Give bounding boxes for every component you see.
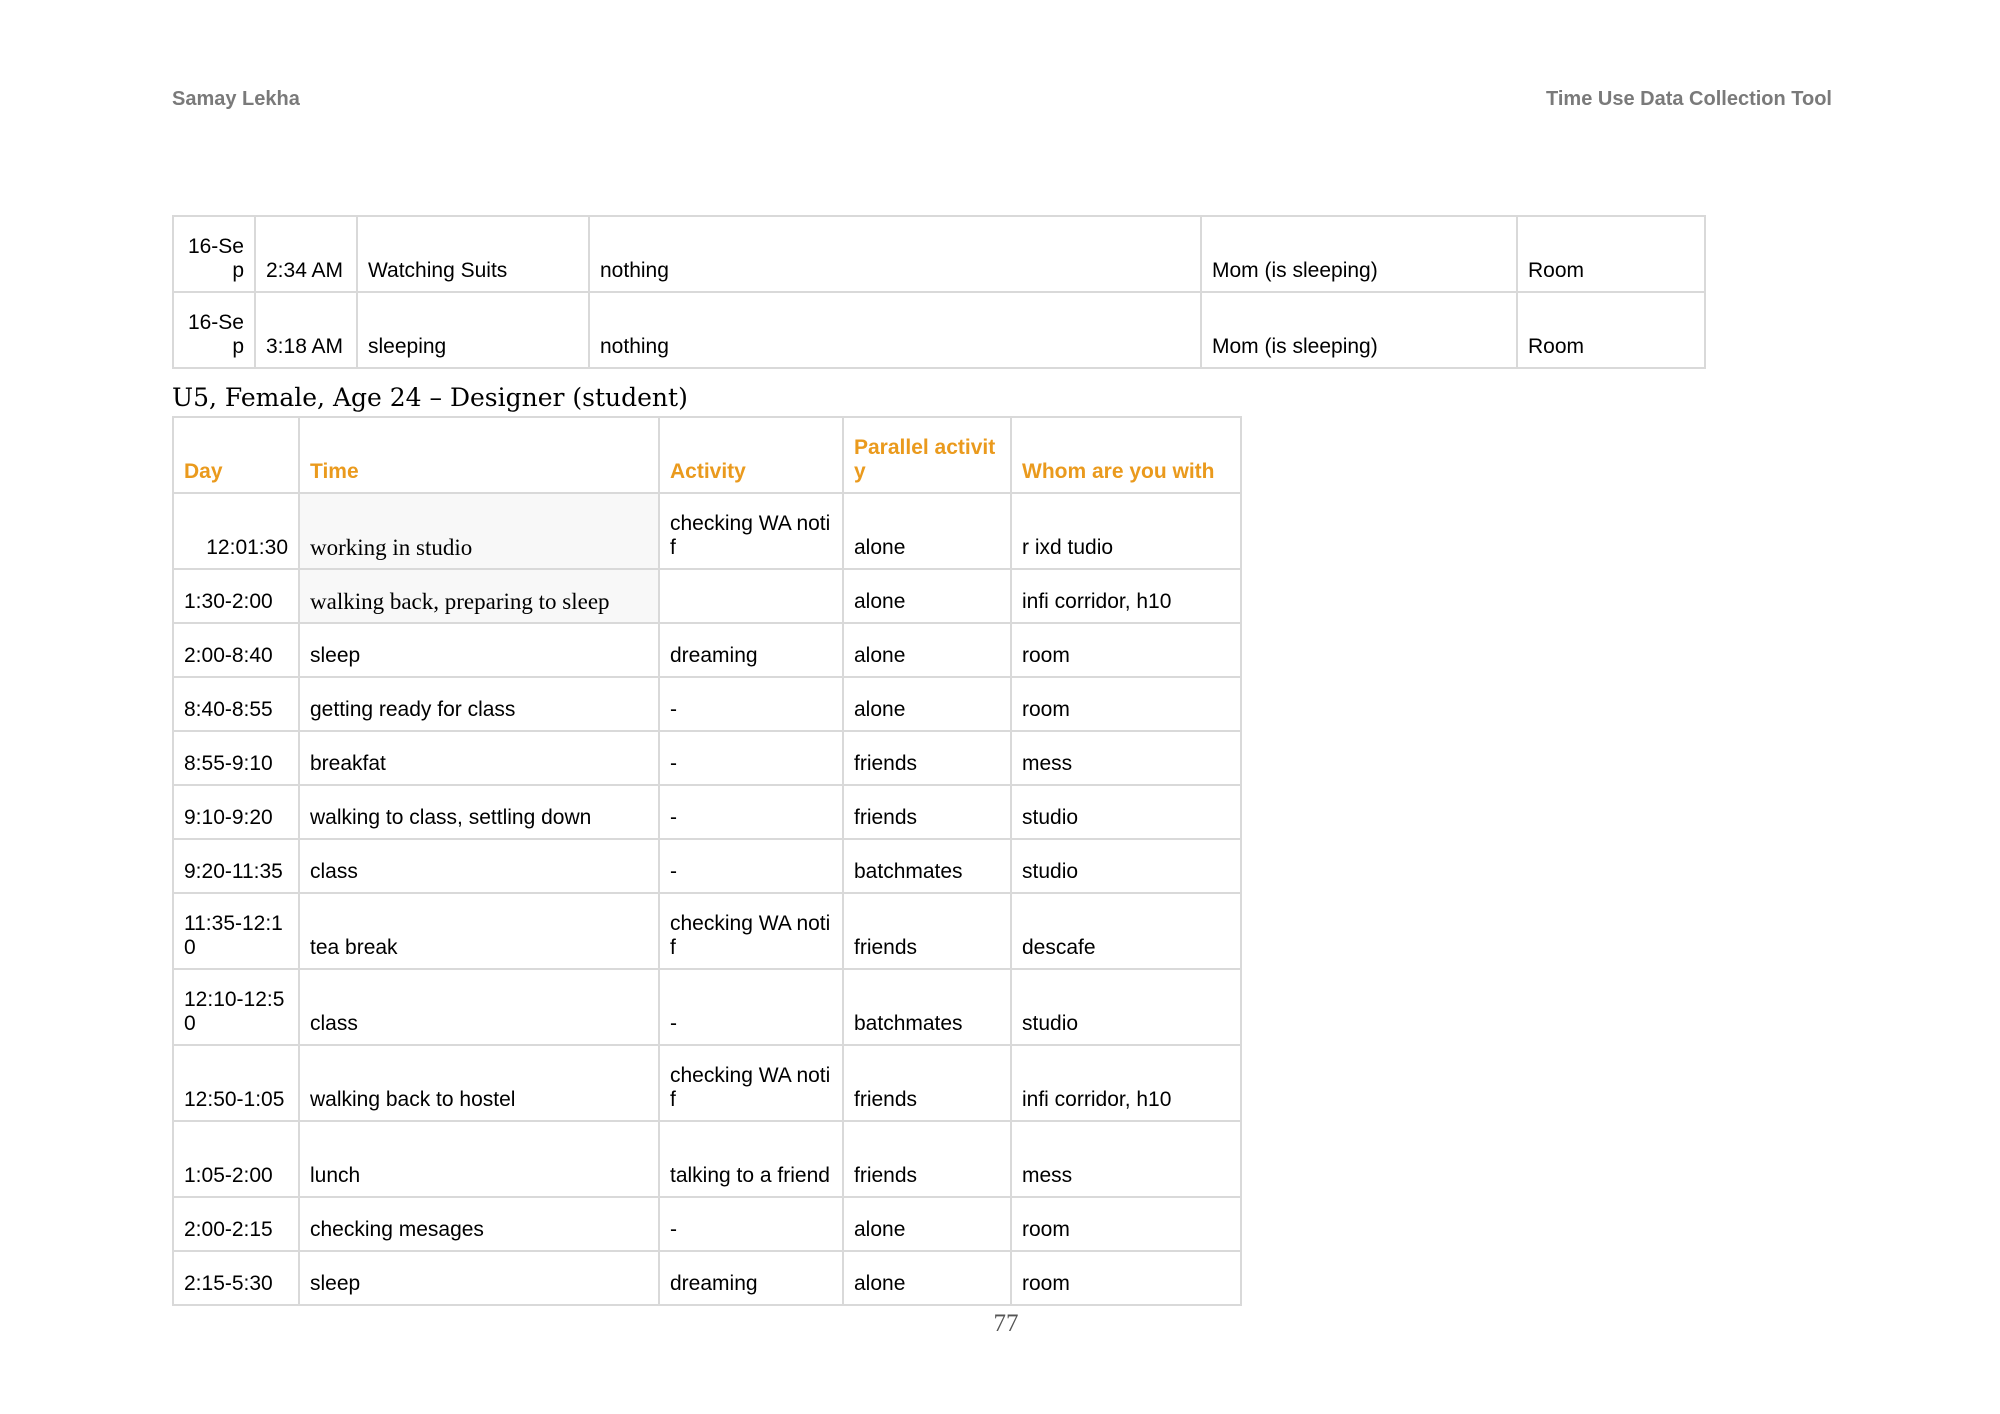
whom-cell: infi corridor, h10 xyxy=(1011,1045,1241,1121)
parallel-activity-cell: batchmates xyxy=(843,969,1011,1045)
activity-cell: - xyxy=(659,969,843,1045)
table-row xyxy=(173,569,1241,623)
parallel-activity-cell: alone xyxy=(843,623,1011,677)
activity-cell xyxy=(659,569,843,623)
parallel-activity-cell: alone xyxy=(843,493,1011,569)
day-cell: 1:05-2:00 xyxy=(173,1121,299,1197)
table-row xyxy=(173,216,1705,292)
time-cell: sleep xyxy=(299,623,659,677)
day-cell: 9:20-11:35 xyxy=(173,839,299,893)
day-cell: 9:10-9:20 xyxy=(173,785,299,839)
day-cell: 8:40-8:55 xyxy=(173,677,299,731)
day-cell: 2:00-2:15 xyxy=(173,1197,299,1251)
location-cell: Room xyxy=(1517,216,1705,292)
whom-cell: studio xyxy=(1011,839,1241,893)
table-row xyxy=(173,785,1241,839)
header-time: Time xyxy=(299,417,659,493)
whom-cell: Mom (is sleeping) xyxy=(1201,292,1517,368)
table-row xyxy=(173,839,1241,893)
whom-cell: room xyxy=(1011,677,1241,731)
whom-cell: mess xyxy=(1011,1121,1241,1197)
activity-cell: dreaming xyxy=(659,623,843,677)
activity-cell: checking WA notif xyxy=(659,893,843,969)
running-header-left: Samay Lekha xyxy=(172,88,300,110)
time-cell: 3:18 AM xyxy=(255,292,357,368)
previous-user-table xyxy=(172,215,1706,369)
table-row xyxy=(173,969,1241,1045)
whom-cell: r ixd tudio xyxy=(1011,493,1241,569)
activity-cell: checking WA notif xyxy=(659,493,843,569)
whom-cell: room xyxy=(1011,1197,1241,1251)
activity-cell: checking WA notif xyxy=(659,1045,843,1121)
day-cell: 16-Sep xyxy=(173,292,255,368)
parallel-activity-cell: friends xyxy=(843,785,1011,839)
time-cell: walking to class, settling down xyxy=(299,785,659,839)
day-cell: 16-Sep xyxy=(173,216,255,292)
whom-cell: studio xyxy=(1011,969,1241,1045)
day-cell: 1:30-2:00 xyxy=(173,569,299,623)
table-row xyxy=(173,493,1241,569)
activity-cell: sleeping xyxy=(357,292,589,368)
whom-cell: room xyxy=(1011,623,1241,677)
time-cell: tea break xyxy=(299,893,659,969)
header-parallel-activity: Parallel activity xyxy=(843,417,1011,493)
table-row xyxy=(173,731,1241,785)
parallel-activity-cell: batchmates xyxy=(843,839,1011,893)
parallel-activity-cell: friends xyxy=(843,1045,1011,1121)
activity-cell: - xyxy=(659,1197,843,1251)
time-cell: class xyxy=(299,969,659,1045)
parallel-activity-cell: nothing xyxy=(589,216,1201,292)
activity-cell: - xyxy=(659,785,843,839)
u5-time-use-table xyxy=(172,416,1242,1306)
table-row xyxy=(173,677,1241,731)
whom-cell: room xyxy=(1011,1251,1241,1305)
table-row xyxy=(173,1251,1241,1305)
day-cell: 12:10-12:50 xyxy=(173,969,299,1045)
activity-cell: - xyxy=(659,731,843,785)
header-day: Day xyxy=(173,417,299,493)
activity-cell: talking to a friend xyxy=(659,1121,843,1197)
table-row xyxy=(173,1045,1241,1121)
parallel-activity-cell: friends xyxy=(843,1121,1011,1197)
table-row xyxy=(173,623,1241,677)
parallel-activity-cell: alone xyxy=(843,1251,1011,1305)
header-whom: Whom are you with xyxy=(1011,417,1241,493)
location-cell: Room xyxy=(1517,292,1705,368)
parallel-activity-cell: alone xyxy=(843,1197,1011,1251)
time-cell: checking mesages xyxy=(299,1197,659,1251)
activity-cell: - xyxy=(659,839,843,893)
whom-cell: mess xyxy=(1011,731,1241,785)
day-cell: 2:15-5:30 xyxy=(173,1251,299,1305)
activity-cell: - xyxy=(659,677,843,731)
day-cell: 8:55-9:10 xyxy=(173,731,299,785)
running-header-right: Time Use Data Collection Tool xyxy=(1546,88,1832,110)
header-row xyxy=(173,417,1241,493)
header-activity: Activity xyxy=(659,417,843,493)
time-cell: working in studio xyxy=(299,493,659,569)
day-cell: 12:50-1:05 xyxy=(173,1045,299,1121)
table-row xyxy=(173,292,1705,368)
table-row xyxy=(173,1121,1241,1197)
parallel-activity-cell: friends xyxy=(843,731,1011,785)
day-cell: 2:00-8:40 xyxy=(173,623,299,677)
time-cell: class xyxy=(299,839,659,893)
time-cell: sleep xyxy=(299,1251,659,1305)
activity-cell: dreaming xyxy=(659,1251,843,1305)
time-cell: lunch xyxy=(299,1121,659,1197)
parallel-activity-cell: nothing xyxy=(589,292,1201,368)
time-cell: 2:34 AM xyxy=(255,216,357,292)
activity-cell: Watching Suits xyxy=(357,216,589,292)
whom-cell: studio xyxy=(1011,785,1241,839)
day-cell: 11:35-12:10 xyxy=(173,893,299,969)
page-number: 77 xyxy=(993,1310,1019,1337)
time-cell: breakfat xyxy=(299,731,659,785)
parallel-activity-cell: friends xyxy=(843,893,1011,969)
day-cell: 12:01:30 xyxy=(173,493,299,569)
time-cell: getting ready for class xyxy=(299,677,659,731)
parallel-activity-cell: alone xyxy=(843,569,1011,623)
whom-cell: Mom (is sleeping) xyxy=(1201,216,1517,292)
whom-cell: descafe xyxy=(1011,893,1241,969)
table-row xyxy=(173,1197,1241,1251)
parallel-activity-cell: alone xyxy=(843,677,1011,731)
time-cell: walking back to hostel xyxy=(299,1045,659,1121)
table-row xyxy=(173,893,1241,969)
table-caption: U5, Female, Age 24 – Designer (student) xyxy=(172,383,688,412)
whom-cell: infi corridor, h10 xyxy=(1011,569,1241,623)
time-cell: walking back, preparing to sleep xyxy=(299,569,659,623)
